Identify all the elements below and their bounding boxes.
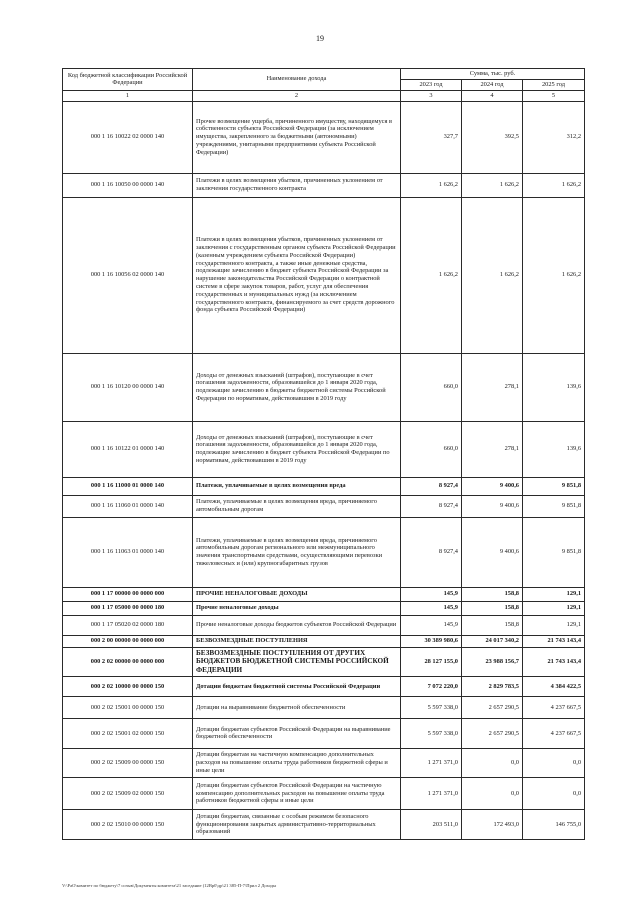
amount-2025-cell: 129,1 [523,587,585,601]
column-number-2: 2 [193,90,401,101]
revenue-name-cell: Дотации на выравнивание бюджетной обеспеченности [193,696,401,718]
amount-2023-cell: 5 597 338,0 [401,718,462,748]
budget-code-cell: 000 2 02 15009 00 0000 150 [63,748,193,777]
budget-code-cell: 000 1 16 11060 01 0000 140 [63,495,193,517]
revenue-name-cell: Платежи в целях возмещения убытков, причиненных уклонением от заключения государственного контракта [193,173,401,197]
amount-2024-cell: 158,8 [462,601,523,615]
revenue-name-cell: Платежи, уплачиваемые в целях возмещения вреда [193,477,401,495]
amount-2025-cell: 21 743 143,4 [523,635,585,647]
amount-2025-cell: 0,0 [523,777,585,809]
amount-2025-cell: 9 851,8 [523,517,585,587]
amount-2024-cell: 2 829 783,5 [462,676,523,696]
table-row [63,647,585,676]
budget-code-cell: 000 2 02 15001 02 0000 150 [63,718,193,748]
amount-2023-cell: 327,7 [401,101,462,173]
amount-2024-cell: 278,1 [462,421,523,477]
amount-2024-cell: 1 626,2 [462,197,523,353]
revenue-name-cell: Дотации бюджетам, связанные с особым режимом безопасного функционирования закрытых административно-территориальных образований [193,809,401,839]
amount-2025-cell: 4 384 422,5 [523,676,585,696]
amount-2024-cell: 2 657 290,5 [462,718,523,748]
budget-code-cell: 000 1 17 00000 00 0000 000 [63,587,193,601]
revenue-name-cell: Дотации бюджетам субъектов Российской Федерации на выравнивание бюджетной обеспеченности [193,718,401,748]
amount-2023-cell: 145,9 [401,615,462,635]
amount-2025-cell: 0,0 [523,748,585,777]
revenue-name-cell: Дотации бюджетам субъектов Российской Федерации на частичную компенсацию дополнительных расходов на повышение оплаты труда работников бюджетной сферы и иные цели [193,777,401,809]
amount-2025-cell: 312,2 [523,101,585,173]
amount-2024-cell: 1 626,2 [462,173,523,197]
table-row [63,421,585,477]
header-year-2025: 2025 год [523,79,585,90]
column-number-1: 1 [63,90,193,101]
table-row [63,495,585,517]
budget-revenue-table [62,68,585,840]
file-path-footer: V:\РаО\комитет по бюджету\7 созыв\Документы комитета\21 заседание (12Вр0\др\21 385-П-7\Прил 2 Доходы [62,883,277,888]
budget-code-cell: 000 1 17 05020 02 0000 180 [63,615,193,635]
column-number-4: 4 [462,90,523,101]
revenue-name-cell: Платежи в целях возмещения убытков, причиненных уклонением от заключения с государственным органом субъекта Российской Федерации (казенным учреждением субъекта Российской Федерации) государственного контракта, а также иные денежные средства, подлежащие зачислению в бюджет субъекта Российской Федерации за нарушение законодательства Российской Федерации о контрактной системе в сфере закупок товаров, работ, услуг для обеспечения государственных и муниципальных нужд (за исключением государственного контракта, финансируемого за счет средств дорожного фонда субъекта Российской Федерации) [193,197,401,353]
table-row [63,748,585,777]
budget-code-cell: 000 1 16 10022 02 0000 140 [63,101,193,173]
amount-2023-cell: 28 127 155,0 [401,647,462,676]
amount-2024-cell: 392,5 [462,101,523,173]
revenue-name-cell: Платежи, уплачиваемые в целях возмещения вреда, причиняемого автомобильным дорогам регионального или межмуниципального значения транспортными средствами, осуществляющими перевозки тяжеловесных и (или) крупногабаритных грузов [193,517,401,587]
amount-2024-cell: 172 493,0 [462,809,523,839]
amount-2025-cell: 21 743 143,4 [523,647,585,676]
amount-2023-cell: 30 389 980,6 [401,635,462,647]
revenue-name-cell: Доходы от денежных взысканий (штрафов), поступающие в счет погашения задолженности, образовавшейся до 1 января 2020 года, подлежащие зачислению в бюджеты бюджетной системы Российской Федерации по нормативам, действовавшим в 2019 году [193,353,401,421]
amount-2025-cell: 139,6 [523,353,585,421]
budget-code-cell: 000 2 02 15010 00 0000 150 [63,809,193,839]
amount-2025-cell: 1 626,2 [523,197,585,353]
header-name: Наименование дохода [193,69,401,91]
table-row [63,615,585,635]
header-sum: Сумма, тыс. руб. [401,69,585,80]
amount-2025-cell: 129,1 [523,615,585,635]
amount-2024-cell: 0,0 [462,748,523,777]
amount-2023-cell: 1 271 371,0 [401,748,462,777]
budget-code-cell: 000 2 02 10000 00 0000 150 [63,676,193,696]
revenue-name-cell: Дотации бюджетам на частичную компенсацию дополнительных расходов на повышение оплаты труда работников бюджетной сферы и иные цели [193,748,401,777]
amount-2025-cell: 9 851,8 [523,477,585,495]
amount-2023-cell: 8 927,4 [401,517,462,587]
table-row [63,777,585,809]
table-row [63,676,585,696]
page-number: 19 [316,34,324,43]
amount-2025-cell: 146 755,0 [523,809,585,839]
header-year-2024: 2024 год [462,79,523,90]
amount-2025-cell: 9 851,8 [523,495,585,517]
amount-2023-cell: 203 511,0 [401,809,462,839]
budget-code-cell: 000 1 16 10050 00 0000 140 [63,173,193,197]
table-row [63,809,585,839]
table-row [63,517,585,587]
amount-2024-cell: 158,8 [462,587,523,601]
budget-code-cell: 000 1 16 10056 02 0000 140 [63,197,193,353]
amount-2024-cell: 0,0 [462,777,523,809]
amount-2023-cell: 1 626,2 [401,197,462,353]
revenue-name-cell: БЕЗВОЗМЕЗДНЫЕ ПОСТУПЛЕНИЯ [193,635,401,647]
header-year-2023: 2023 год [401,79,462,90]
revenue-name-cell: Прочее возмещение ущерба, причиненного имуществу, находящемуся в собственности субъекта Российской Федерации (за исключением имущества, закрепленного за бюджетными (автономными) учреждениями, унитарными предприятиями субъекта Российской Федерации) [193,101,401,173]
amount-2025-cell: 1 626,2 [523,173,585,197]
revenue-name-cell: Доходы от денежных взысканий (штрафов), поступающие в счет погашения задолженности, образовавшейся до 1 января 2020 года, подлежащие зачислению в бюджет субъекта Российской Федерации по нормативам, действовавшим в 2019 году [193,421,401,477]
amount-2023-cell: 660,0 [401,421,462,477]
amount-2024-cell: 23 988 156,7 [462,647,523,676]
amount-2024-cell: 2 657 290,5 [462,696,523,718]
revenue-name-cell: Дотации бюджетам бюджетной системы Российской Федерации [193,676,401,696]
amount-2024-cell: 9 400,6 [462,495,523,517]
table-row [63,718,585,748]
amount-2023-cell: 8 927,4 [401,495,462,517]
table-row [63,353,585,421]
amount-2023-cell: 660,0 [401,353,462,421]
budget-code-cell: 000 2 00 00000 00 0000 000 [63,635,193,647]
amount-2023-cell: 8 927,4 [401,477,462,495]
amount-2023-cell: 1 626,2 [401,173,462,197]
amount-2024-cell: 24 017 340,2 [462,635,523,647]
revenue-name-cell: Платежи, уплачиваемые в целях возмещения вреда, причиняемого автомобильным дорогам [193,495,401,517]
amount-2025-cell: 139,6 [523,421,585,477]
amount-2023-cell: 145,9 [401,601,462,615]
table-row [63,197,585,353]
amount-2025-cell: 4 237 667,5 [523,696,585,718]
revenue-name-cell: ПРОЧИЕ НЕНАЛОГОВЫЕ ДОХОДЫ [193,587,401,601]
budget-code-cell: 000 2 02 15009 02 0000 150 [63,777,193,809]
column-number-5: 5 [523,90,585,101]
table-row [63,696,585,718]
revenue-name-cell: Прочие неналоговые доходы [193,601,401,615]
table-row [63,173,585,197]
budget-code-cell: 000 1 16 11000 01 0000 140 [63,477,193,495]
table-row [63,477,585,495]
table-row [63,587,585,601]
budget-code-cell: 000 1 17 05000 00 0000 180 [63,601,193,615]
table-row [63,101,585,173]
budget-code-cell: 000 1 16 10122 01 0000 140 [63,421,193,477]
column-number-3: 3 [401,90,462,101]
budget-code-cell: 000 2 02 15001 00 0000 150 [63,696,193,718]
header-code: Код бюджетной классификации Российской Федерации [63,69,193,91]
amount-2024-cell: 158,8 [462,615,523,635]
table-row [63,601,585,615]
revenue-name-cell: БЕЗВОЗМЕЗДНЫЕ ПОСТУПЛЕНИЯ ОТ ДРУГИХ БЮДЖЕТОВ БЮДЖЕТНОЙ СИСТЕМЫ РОССИЙСКОЙ ФЕДЕРАЦИИ [193,647,401,676]
amount-2023-cell: 1 271 371,0 [401,777,462,809]
amount-2024-cell: 9 400,6 [462,517,523,587]
budget-code-cell: 000 2 02 00000 00 0000 000 [63,647,193,676]
amount-2024-cell: 9 400,6 [462,477,523,495]
revenue-name-cell: Прочие неналоговые доходы бюджетов субъектов Российской Федерации [193,615,401,635]
amount-2024-cell: 278,1 [462,353,523,421]
budget-code-cell: 000 1 16 10120 00 0000 140 [63,353,193,421]
amount-2023-cell: 145,9 [401,587,462,601]
amount-2023-cell: 5 597 338,0 [401,696,462,718]
table-row [63,635,585,647]
budget-code-cell: 000 1 16 11063 01 0000 140 [63,517,193,587]
amount-2025-cell: 129,1 [523,601,585,615]
amount-2025-cell: 4 237 667,5 [523,718,585,748]
amount-2023-cell: 7 072 220,0 [401,676,462,696]
